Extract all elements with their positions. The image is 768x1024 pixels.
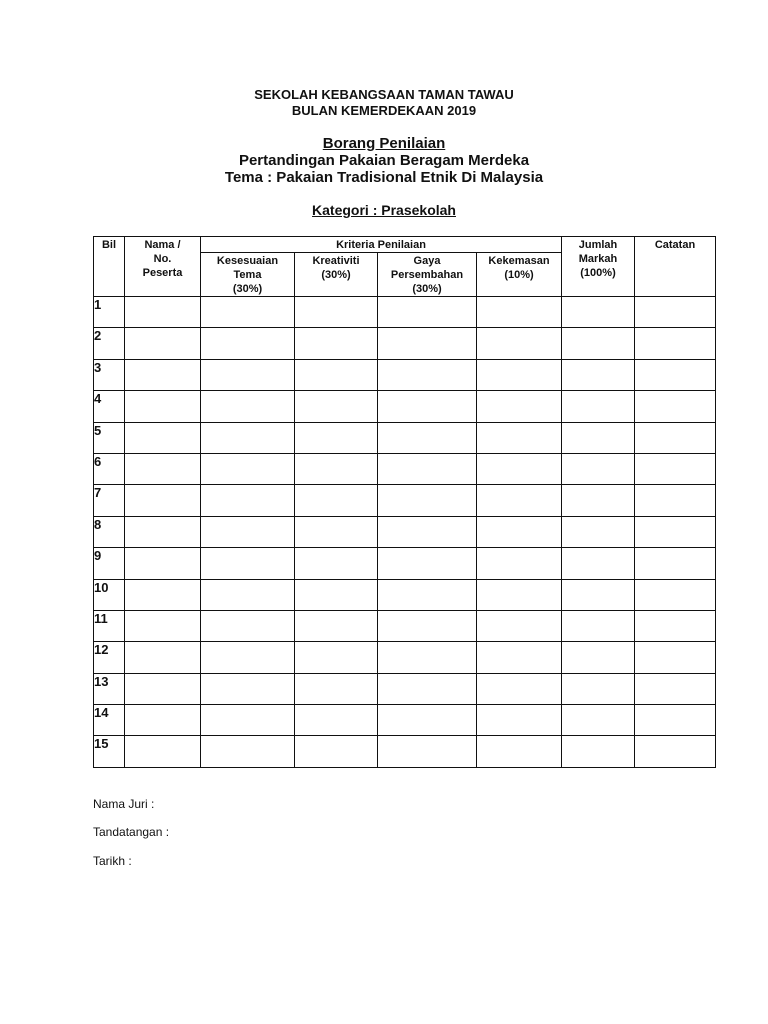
col-header-gaya: Gaya Persembahan (30%): [378, 253, 477, 297]
jumlah-cell: [562, 328, 635, 359]
kekemasan-cell: [477, 673, 562, 704]
kesesuaian-cell: [201, 705, 295, 736]
jumlah-cell: [562, 642, 635, 673]
gaya-cell: [378, 485, 477, 516]
col-header-kekemasan: Kekemasan (10%): [477, 253, 562, 297]
catatan-cell: [635, 610, 716, 641]
catatan-cell: [635, 642, 716, 673]
catatan-cell: [635, 297, 716, 328]
table-row: [94, 642, 716, 673]
gaya-cell: [378, 736, 477, 767]
gaya-cell: [378, 422, 477, 453]
gaya-cell: [378, 516, 477, 547]
kekemasan-cell: [477, 548, 562, 579]
competition-name: Pertandingan Pakaian Beragam Merdeka: [238, 152, 530, 169]
catatan-cell: [635, 673, 716, 704]
kesesuaian-cell: [201, 359, 295, 390]
row-number: 4: [94, 391, 125, 422]
nama-cell: [125, 516, 201, 547]
table-row: [94, 579, 716, 610]
gaya-cell: [378, 548, 477, 579]
row-number: 7: [94, 485, 125, 516]
jumlah-cell: [562, 391, 635, 422]
table-row: [94, 673, 716, 704]
col-header-criteria-group: Kriteria Penilaian: [201, 237, 562, 253]
kreativiti-cell: [295, 422, 378, 453]
table-row: [94, 736, 716, 767]
catatan-cell: [635, 328, 716, 359]
nama-cell: [125, 673, 201, 704]
nama-cell: [125, 548, 201, 579]
signature-label: Tandatangan :: [93, 825, 170, 839]
table-row: [94, 328, 716, 359]
date-label: Tarikh :: [93, 854, 132, 868]
kesesuaian-cell: [201, 736, 295, 767]
judge-name-label: Nama Juri :: [93, 797, 155, 811]
catatan-cell: [635, 579, 716, 610]
catatan-cell: [635, 736, 716, 767]
catatan-cell: [635, 391, 716, 422]
jumlah-cell: [562, 297, 635, 328]
kreativiti-cell: [295, 579, 378, 610]
gaya-cell: [378, 579, 477, 610]
category-line: Kategori : Prasekolah: [312, 202, 456, 218]
table-row: [94, 548, 716, 579]
gaya-cell: [378, 297, 477, 328]
jumlah-cell: [562, 359, 635, 390]
col-header-kesesuaian: Kesesuaian Tema (30%): [201, 253, 295, 297]
kekemasan-cell: [477, 453, 562, 484]
kesesuaian-cell: [201, 453, 295, 484]
event-name: BULAN KEMERDEKAAN 2019: [291, 103, 477, 118]
table-header-row: [94, 237, 716, 253]
kesesuaian-cell: [201, 579, 295, 610]
row-number: 1: [94, 297, 125, 328]
row-number: 14: [94, 705, 125, 736]
form-title: Borang Penilaian: [322, 135, 446, 152]
kreativiti-cell: [295, 610, 378, 641]
nama-cell: [125, 705, 201, 736]
kesesuaian-cell: [201, 328, 295, 359]
kreativiti-cell: [295, 328, 378, 359]
table-row: [94, 297, 716, 328]
kesesuaian-cell: [201, 391, 295, 422]
kekemasan-cell: [477, 391, 562, 422]
kekemasan-cell: [477, 642, 562, 673]
table-body: [94, 297, 716, 768]
kreativiti-cell: [295, 297, 378, 328]
nama-cell: [125, 610, 201, 641]
jumlah-cell: [562, 485, 635, 516]
scoring-table: [93, 236, 716, 768]
row-number: 6: [94, 453, 125, 484]
row-number: 5: [94, 422, 125, 453]
catatan-cell: [635, 705, 716, 736]
gaya-cell: [378, 391, 477, 422]
col-header-nama: Nama / No. Peserta: [125, 237, 201, 297]
kreativiti-cell: [295, 453, 378, 484]
kekemasan-cell: [477, 516, 562, 547]
row-number: 13: [94, 673, 125, 704]
table-row: [94, 516, 716, 547]
kekemasan-cell: [477, 579, 562, 610]
theme-line: Tema : Pakaian Tradisional Etnik Di Malaysia: [224, 169, 544, 186]
table-row: [94, 610, 716, 641]
table-row: [94, 485, 716, 516]
kekemasan-cell: [477, 422, 562, 453]
gaya-cell: [378, 453, 477, 484]
kesesuaian-cell: [201, 422, 295, 453]
kreativiti-cell: [295, 359, 378, 390]
row-number: 9: [94, 548, 125, 579]
jumlah-cell: [562, 736, 635, 767]
nama-cell: [125, 391, 201, 422]
kreativiti-cell: [295, 516, 378, 547]
row-number: 3: [94, 359, 125, 390]
nama-cell: [125, 485, 201, 516]
kesesuaian-cell: [201, 610, 295, 641]
table-row: [94, 705, 716, 736]
kreativiti-cell: [295, 391, 378, 422]
table-row: [94, 359, 716, 390]
nama-cell: [125, 453, 201, 484]
kesesuaian-cell: [201, 485, 295, 516]
col-header-bil: Bil: [94, 237, 125, 297]
catatan-cell: [635, 359, 716, 390]
table-row: [94, 391, 716, 422]
nama-cell: [125, 328, 201, 359]
catatan-cell: [635, 548, 716, 579]
catatan-cell: [635, 422, 716, 453]
col-header-jumlah: Jumlah Markah (100%): [562, 237, 635, 297]
kreativiti-cell: [295, 642, 378, 673]
kreativiti-cell: [295, 705, 378, 736]
row-number: 2: [94, 328, 125, 359]
kesesuaian-cell: [201, 297, 295, 328]
catatan-cell: [635, 453, 716, 484]
row-number: 12: [94, 642, 125, 673]
row-number: 8: [94, 516, 125, 547]
gaya-cell: [378, 359, 477, 390]
nama-cell: [125, 297, 201, 328]
gaya-cell: [378, 705, 477, 736]
table-row: [94, 453, 716, 484]
gaya-cell: [378, 610, 477, 641]
gaya-cell: [378, 328, 477, 359]
catatan-cell: [635, 485, 716, 516]
jumlah-cell: [562, 673, 635, 704]
jumlah-cell: [562, 705, 635, 736]
catatan-cell: [635, 516, 716, 547]
school-name: SEKOLAH KEBANGSAAN TAMAN TAWAU: [254, 87, 514, 102]
gaya-cell: [378, 673, 477, 704]
kesesuaian-cell: [201, 642, 295, 673]
kesesuaian-cell: [201, 673, 295, 704]
kreativiti-cell: [295, 548, 378, 579]
nama-cell: [125, 642, 201, 673]
jumlah-cell: [562, 453, 635, 484]
jumlah-cell: [562, 422, 635, 453]
nama-cell: [125, 359, 201, 390]
kekemasan-cell: [477, 328, 562, 359]
col-header-catatan: Catatan: [635, 237, 716, 297]
row-number: 15: [94, 736, 125, 767]
jumlah-cell: [562, 579, 635, 610]
kekemasan-cell: [477, 736, 562, 767]
jumlah-cell: [562, 516, 635, 547]
gaya-cell: [378, 642, 477, 673]
jumlah-cell: [562, 548, 635, 579]
nama-cell: [125, 579, 201, 610]
kesesuaian-cell: [201, 548, 295, 579]
col-header-kreativiti: Kreativiti (30%): [295, 253, 378, 297]
table-row: [94, 422, 716, 453]
row-number: 10: [94, 579, 125, 610]
kreativiti-cell: [295, 673, 378, 704]
kesesuaian-cell: [201, 516, 295, 547]
kekemasan-cell: [477, 705, 562, 736]
row-number: 11: [94, 610, 125, 641]
nama-cell: [125, 736, 201, 767]
nama-cell: [125, 422, 201, 453]
kekemasan-cell: [477, 610, 562, 641]
kekemasan-cell: [477, 359, 562, 390]
kreativiti-cell: [295, 736, 378, 767]
kekemasan-cell: [477, 297, 562, 328]
kreativiti-cell: [295, 485, 378, 516]
kekemasan-cell: [477, 485, 562, 516]
jumlah-cell: [562, 610, 635, 641]
